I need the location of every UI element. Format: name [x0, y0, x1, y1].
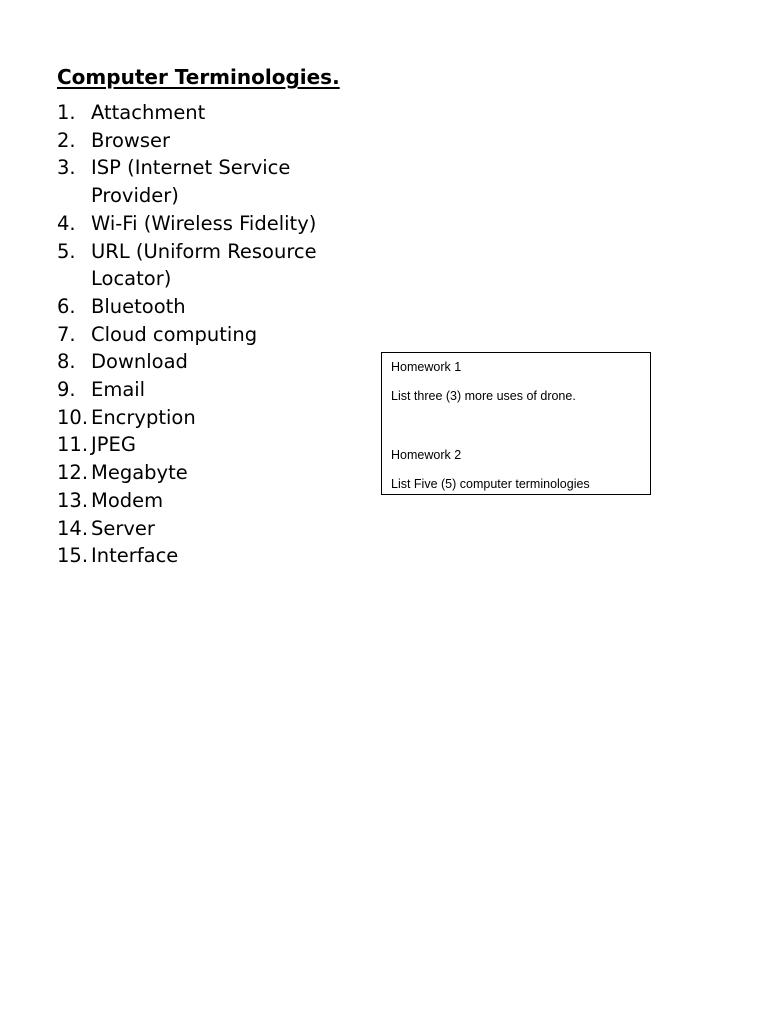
list-item: [57, 99, 357, 127]
list-item-number: 10.: [57, 405, 89, 429]
page-title: Computer Terminologies.: [57, 65, 340, 89]
list-item: [57, 515, 357, 543]
list-item-number: 8.: [57, 350, 76, 374]
list-item-text: Cloud computing: [91, 322, 258, 346]
list-item-number: 7.: [57, 322, 76, 346]
list-item-text: Bluetooth: [91, 294, 186, 318]
list-item-text: JPEG: [91, 433, 136, 457]
list-item-number: 11.: [57, 433, 89, 457]
list-item-number: 2.: [57, 128, 76, 152]
homework-1-task: List three (3) more uses of drone.: [391, 389, 576, 403]
list-item: [57, 348, 357, 376]
list-item: [57, 542, 357, 570]
homework-1-title: Homework 1: [391, 360, 462, 374]
homework-text-box: [381, 352, 651, 495]
list-item: [57, 487, 357, 515]
list-item-text: Email: [91, 378, 146, 402]
list-item: [57, 321, 357, 349]
terminology-list: [57, 99, 357, 570]
list-item-number: 1.: [57, 101, 76, 124]
list-item: [57, 127, 357, 155]
list-item-number: 13.: [57, 488, 89, 512]
list-item-text: Modem: [91, 488, 164, 512]
list-item: [57, 431, 357, 459]
list-item-number: 3.: [57, 156, 76, 180]
list-item-text: URL (Uniform Resource Locator): [91, 239, 317, 291]
homework-2-title: Homework 2: [391, 448, 462, 462]
list-item-text: Browser: [91, 128, 171, 152]
homework-2-task: List Five (5) computer terminologies: [391, 477, 590, 491]
list-item-number: 9.: [57, 378, 76, 402]
list-item-number: 14.: [57, 516, 89, 540]
list-item-text: Megabyte: [91, 461, 188, 485]
list-item-text: Download: [91, 350, 188, 374]
list-item-text: Encryption: [91, 405, 196, 429]
list-item: [57, 238, 357, 293]
list-item-text: Interface: [91, 544, 179, 568]
list-item-text: Wi-Fi (Wireless Fidelity): [91, 211, 317, 235]
list-item-number: 15.: [57, 544, 89, 568]
list-item-number: 6.: [57, 294, 76, 318]
list-item: [57, 404, 357, 432]
list-item-number: 5.: [57, 239, 76, 263]
list-item: [57, 154, 357, 209]
list-item-text: Attachment: [91, 101, 206, 124]
list-item-text: Server: [91, 516, 155, 540]
list-item-number: 12.: [57, 461, 89, 485]
list-item: [57, 293, 357, 321]
list-item: [57, 210, 357, 238]
list-item-text: ISP (Internet Service Provider): [91, 156, 291, 208]
list-item-number: 4.: [57, 211, 76, 235]
list-item: [57, 376, 357, 404]
list-item: [57, 459, 357, 487]
